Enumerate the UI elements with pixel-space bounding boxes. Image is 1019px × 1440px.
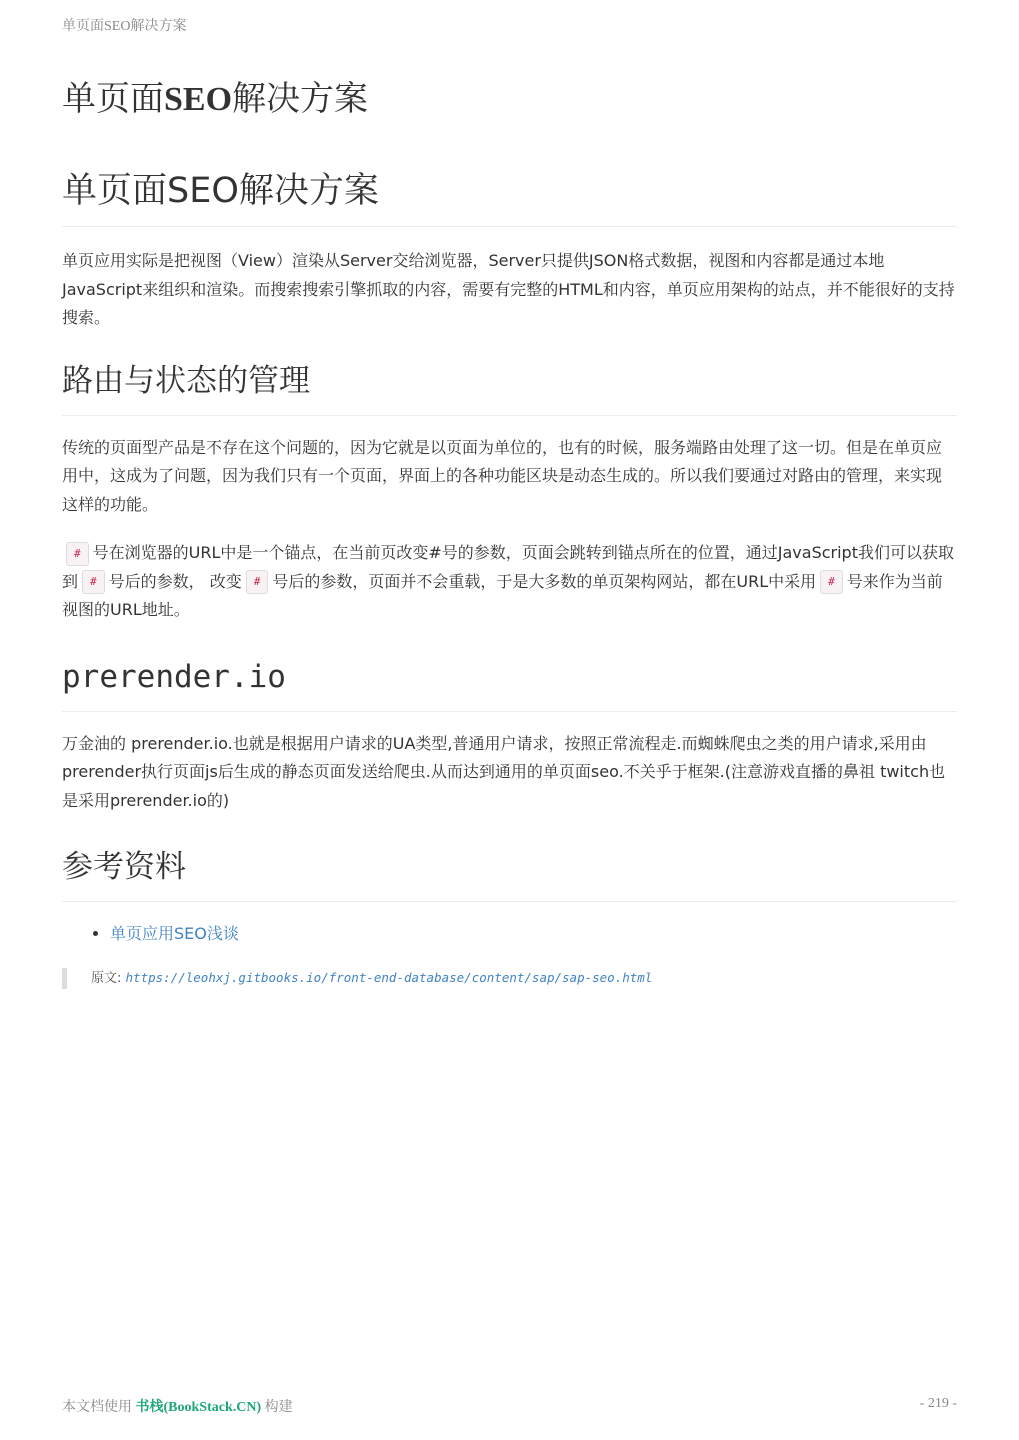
inline-code: #	[246, 570, 269, 594]
inline-code: #	[820, 570, 843, 594]
running-header: 单页面SEO解决方案	[62, 19, 187, 34]
doc-title-suffix: 解决方案	[232, 81, 369, 118]
inline-code: #	[66, 542, 89, 566]
routing-text-c: 号后的参数，页面并不会重载，于是大多数的单页架构网站，都在URL中采用	[272, 571, 817, 591]
section-heading-prerender: prerender.io	[62, 655, 957, 712]
list-item	[110, 920, 957, 948]
routing-text-b: 号后的参数， 改变	[108, 571, 242, 591]
article-content	[62, 166, 957, 989]
section-heading-main: 单页面SEO解决方案	[62, 166, 957, 227]
document-title	[62, 78, 368, 122]
reference-list	[62, 920, 957, 948]
section-heading-references: 参考资料	[62, 845, 957, 902]
doc-title-bold: SEO	[164, 81, 233, 118]
source-url-link[interactable]: https://leohxj.gitbooks.io/front-end-database/content/sap/sap-seo.html	[125, 970, 653, 985]
footer-prefix: 本文档使用	[62, 1400, 132, 1415]
quote-label: 原文:	[91, 971, 122, 986]
source-quote	[62, 968, 957, 989]
reference-link[interactable]: 单页应用SEO浅谈	[110, 924, 239, 943]
doc-title-prefix: 单页面	[62, 81, 164, 118]
routing-text-d: 号来作为当前视图的URL地址。	[62, 571, 943, 619]
footer-suffix: 构建	[264, 1400, 293, 1415]
intro-paragraph: 单页应用实际是把视图（View）渲染从Server交给浏览器，Server只提供JSON格式数据，视图和内容都是通过本地JavaScript来组织和渲染。而搜索搜索引擎抓取的内容，需要有完整的HTML和内容，单页应用架构的站点，并不能很好的支持搜索。	[62, 251, 955, 327]
inline-code: #	[82, 570, 105, 594]
section-heading-routing: 路由与状态的管理	[62, 359, 957, 416]
prerender-paragraph: 万金油的 prerender.io.也就是根据用户请求的UA类型,普通用户请求，按照正常流程走.而蜘蛛爬虫之类的用户请求,采用由prerender执行页面js后生成的静态页面发送给爬虫.从而达到通用的单页面seo.不关乎于框架.(注意游戏直播的鼻祖 twitch也是采用prerender.io的)	[62, 733, 946, 810]
footer-credit	[62, 1396, 293, 1416]
page-number: - 219 -	[919, 1396, 957, 1411]
routing-text-a: 号在浏览器的URL中是一个锚点，在当前页改变#号的参数，页面会跳转到锚点所在的位置，通过JavaScript我们可以获取到	[62, 543, 954, 591]
footer-brand-link[interactable]: 书栈(BookStack.CN)	[135, 1400, 262, 1415]
routing-paragraph-2	[62, 539, 957, 625]
routing-paragraph-1: 传统的页面型产品是不存在这个问题的，因为它就是以页面为单位的，也有的时候，服务端路由处理了这一切。但是在单页应用中，这成为了问题，因为我们只有一个页面，界面上的各种功能区块是动态生成的。所以我们要通过对路由的管理，来实现这样的功能。	[62, 437, 943, 514]
